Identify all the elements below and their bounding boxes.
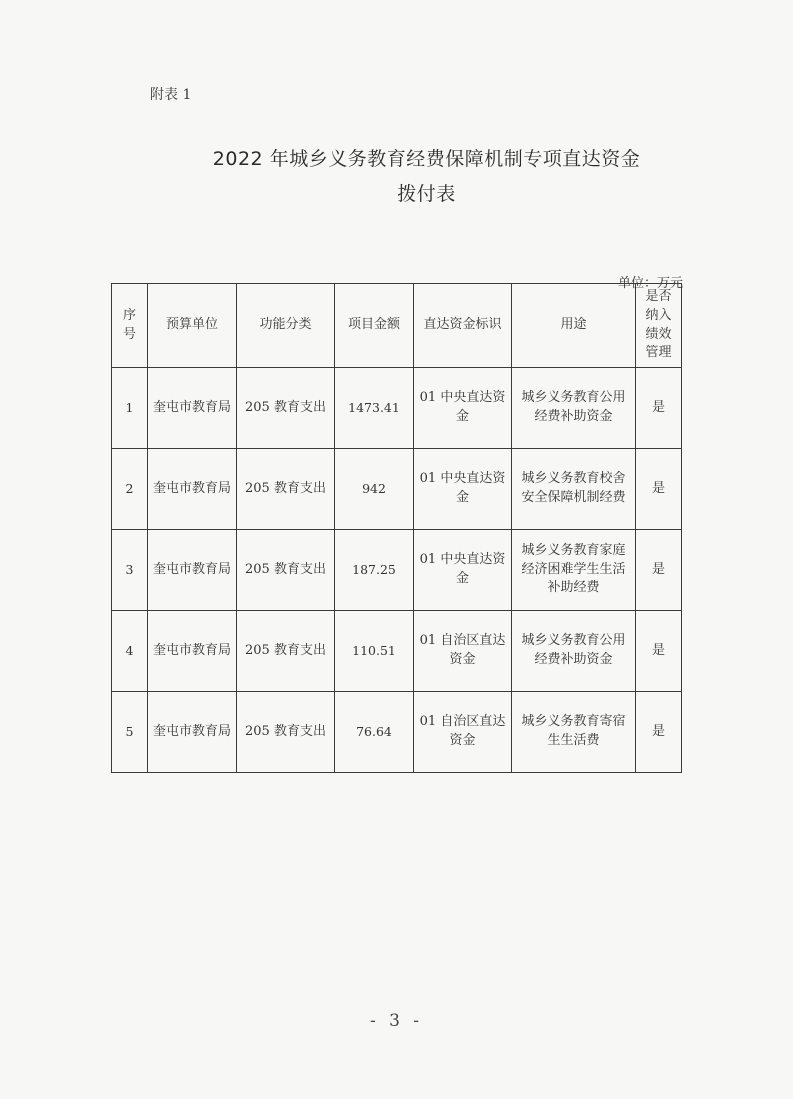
header-seq: 序号 [112, 284, 148, 368]
cell-budget-unit: 奎屯市教育局 [148, 692, 237, 773]
cell-function-class: 205 教育支出 [237, 449, 335, 530]
table-row [112, 449, 682, 530]
cell-usage: 城乡义务教育寄宿生生活费 [512, 692, 636, 773]
document-title-line1: 2022 年城乡义务教育经费保障机制专项直达资金 [212, 148, 641, 170]
header-usage: 用途 [512, 284, 636, 368]
table-row [112, 530, 682, 611]
cell-budget-unit: 奎屯市教育局 [148, 368, 237, 449]
cell-fund-id: 01 自治区直达资金 [414, 692, 512, 773]
cell-seq: 1 [112, 368, 148, 449]
table-row [112, 611, 682, 692]
cell-seq: 5 [112, 692, 148, 773]
cell-function-class: 205 教育支出 [237, 692, 335, 773]
table-header-row [112, 284, 682, 368]
header-amount: 项目金额 [335, 284, 414, 368]
cell-performance: 是 [636, 692, 682, 773]
table-row [112, 692, 682, 773]
cell-budget-unit: 奎屯市教育局 [148, 449, 237, 530]
cell-amount: 1473.41 [335, 368, 414, 449]
cell-usage: 城乡义务教育家庭经济困难学生生活补助经费 [512, 530, 636, 611]
header-budget-unit: 预算单位 [148, 284, 237, 368]
cell-function-class: 205 教育支出 [237, 530, 335, 611]
cell-fund-id: 01 自治区直达资金 [414, 611, 512, 692]
attachment-label: 附表 1 [150, 87, 192, 103]
document-title-line2: 拨付表 [397, 183, 456, 205]
cell-seq: 3 [112, 530, 148, 611]
header-fund-id: 直达资金标识 [414, 284, 512, 368]
cell-function-class: 205 教育支出 [237, 368, 335, 449]
allocation-table [111, 283, 682, 773]
cell-performance: 是 [636, 530, 682, 611]
cell-usage: 城乡义务教育公用经费补助资金 [512, 368, 636, 449]
header-function-class: 功能分类 [237, 284, 335, 368]
cell-amount: 942 [335, 449, 414, 530]
cell-performance: 是 [636, 449, 682, 530]
cell-function-class: 205 教育支出 [237, 611, 335, 692]
cell-fund-id: 01 中央直达资金 [414, 368, 512, 449]
table-row [112, 368, 682, 449]
page-number: - 3 - [369, 1011, 424, 1031]
cell-amount: 110.51 [335, 611, 414, 692]
cell-fund-id: 01 中央直达资金 [414, 530, 512, 611]
cell-fund-id: 01 中央直达资金 [414, 449, 512, 530]
cell-performance: 是 [636, 611, 682, 692]
cell-seq: 4 [112, 611, 148, 692]
cell-seq: 2 [112, 449, 148, 530]
cell-amount: 76.64 [335, 692, 414, 773]
header-performance: 是否纳入绩效管理 [636, 284, 682, 368]
cell-performance: 是 [636, 368, 682, 449]
unit-label: 单位：万元 [617, 276, 683, 291]
cell-budget-unit: 奎屯市教育局 [148, 611, 237, 692]
cell-amount: 187.25 [335, 530, 414, 611]
cell-budget-unit: 奎屯市教育局 [148, 530, 237, 611]
cell-usage: 城乡义务教育公用经费补助资金 [512, 611, 636, 692]
cell-usage: 城乡义务教育校舍安全保障机制经费 [512, 449, 636, 530]
